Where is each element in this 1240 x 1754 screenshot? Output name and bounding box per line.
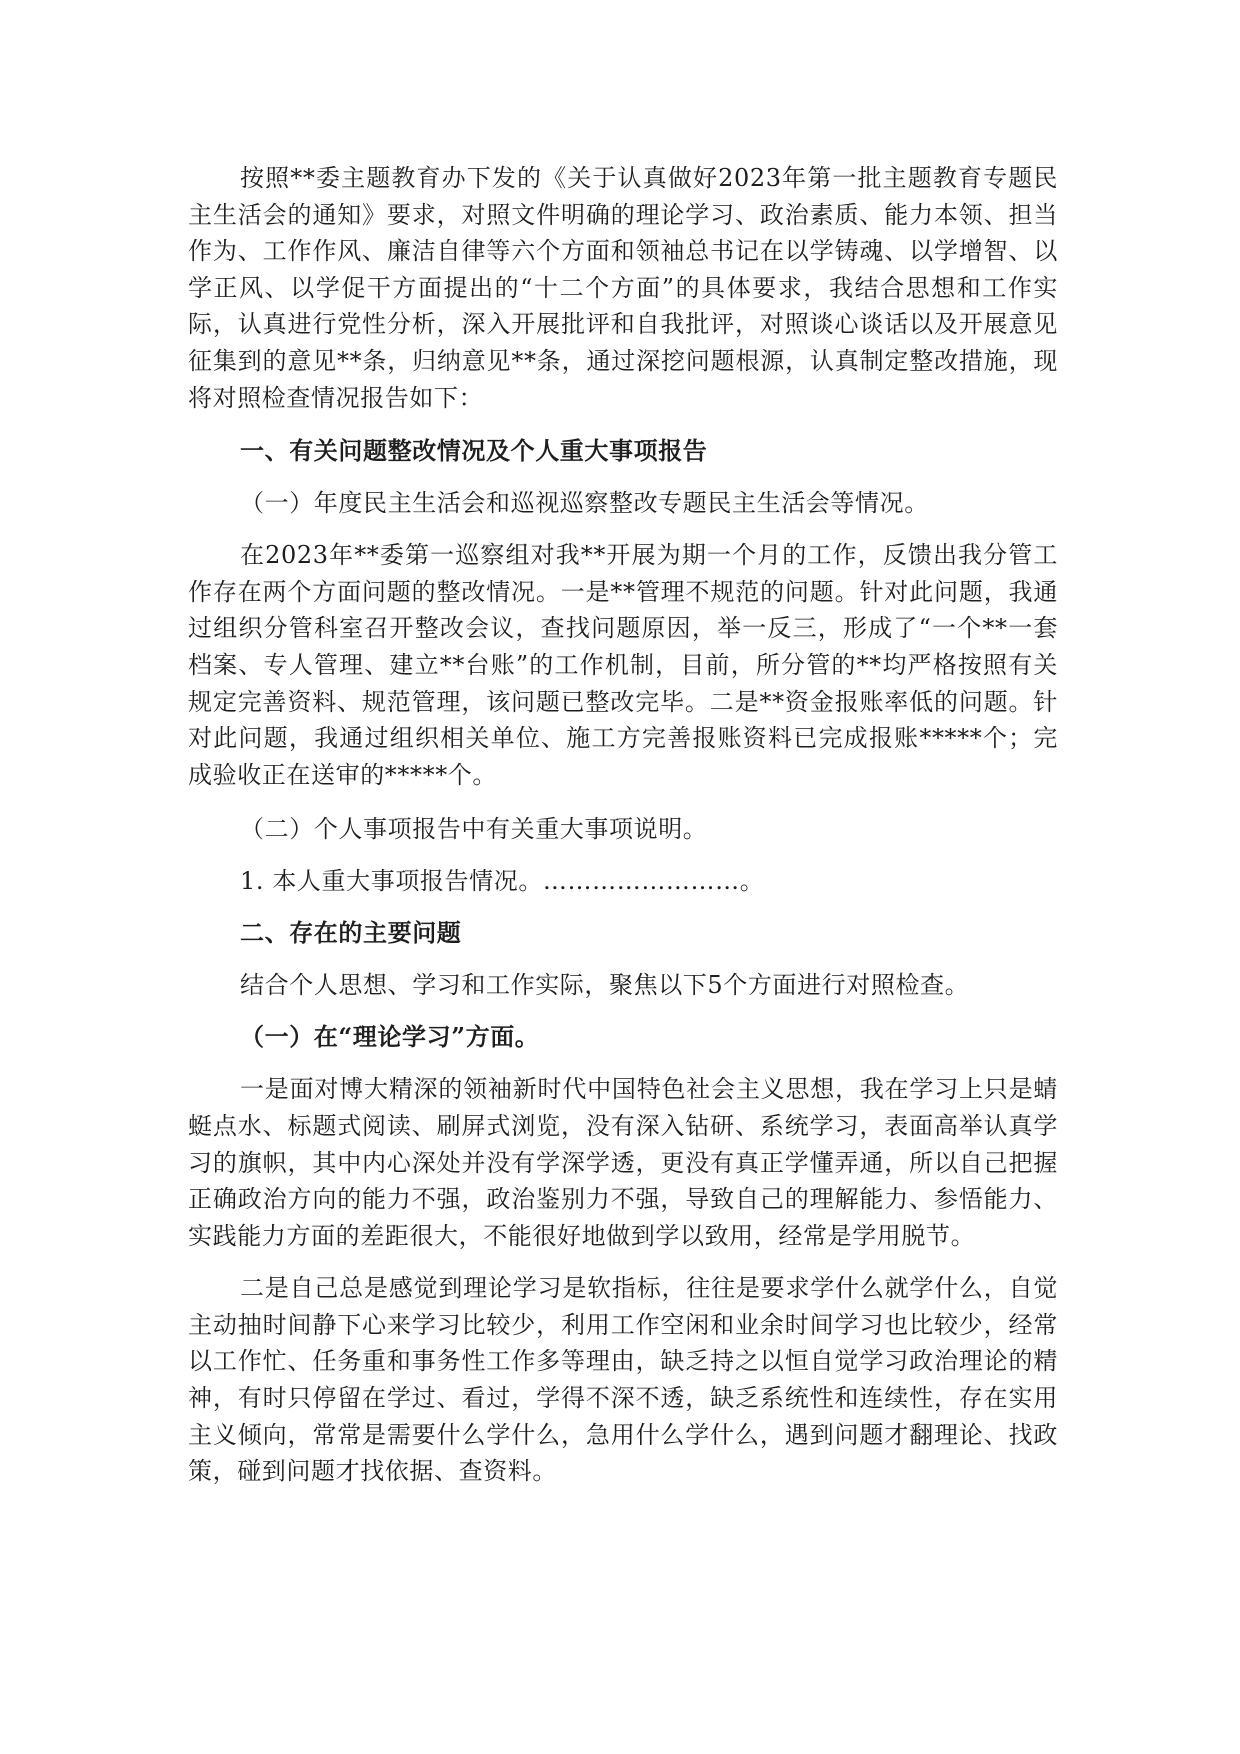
list-item-1: 1. 本人重大事项报告情况。……………………。 [240,867,765,896]
subsection-paragraph-2-1-1: 一是面对博大精深的领袖新时代中国特色社会主义思想，我在学习上只是蜻蜓点水、标题式阅读、刷屏式浏览，没有深入钻研、系统学习，表面高举认真学习的旗帜，其中内心深处并没有学深学透，更没有真正学懂弄通，所以自己把握正确政治方向的能力不强，政治鉴别力不强，导致自己的理解能力、参悟能力、实践能力方面的差距很大，不能很好地做到学以致用，经常是学用脱节。 [188,1075,1058,1250]
section-heading-2: 二、存在的主要问题 [240,918,462,948]
subsection-paragraph-2-1-2: 二是自己总是感觉到理论学习是软指标，往往是要求学什么就学什么，自觉主动抽时间静下心来学习比较少，利用工作空闲和业余时间学习也比较少，经常以工作忙、任务重和事务性工作多等理由，缺乏持之以恒自觉学习政治理论的精神，有时只停留在学过、看过，学得不深不透，缺乏系统性和连续性，存在实用主义倾向，常常是需要什么学什么，急用什么学什么，遇到问题才翻理论、找政策，碰到问题才找依据、查资料。 [188,1274,1058,1486]
subsection-heading-1-2: （二）个人事项报告中有关重大事项说明。 [240,815,708,844]
subsection-heading-1-1: （一）年度民主生活会和巡视巡察整改专题民主生活会等情况。 [240,489,929,518]
subsection-body-1-1: 在2023年**委第一巡察组对我**开展为期一个月的工作，反馈出我分管工作存在两个方面问题的整改情况。一是**管理不规范的问题。针对此问题，我通过组织分管科室召开整改会议，查找问题原因，举一反三，形成了“一个**一套档案、专人管理、建立**台账”的工作机制，目前，所分管的**均严格按照有关规定完善资料、规范管理，该问题已整改完毕。二是**资金报账率低的问题。针对此问题，我通过组织相关单位、施工方完善报账资料已完成报账*****个；完成验收正在送审的*****个。 [188,541,1058,789]
document-body [188,160,1058,1490]
subsection-heading-2-1: （一）在“理论学习”方面。 [240,1022,540,1052]
section-heading-1: 一、有关问题整改情况及个人重大事项报告 [240,436,708,466]
section-intro-2: 结合个人思想、学习和工作实际，聚焦以下5个方面进行对照检查。 [240,971,970,1000]
intro-paragraph: 按照**委主题教育办下发的《关于认真做好2023年第一批主题教育专题民主生活会的通知》要求，对照文件明确的理论学习、政治素质、能力本领、担当作为、工作作风、廉洁自律等六个方面和领袖总书记在以学铸魂、以学增智、以学正风、以学促干方面提出的“十二个方面”的具体要求，我结合思想和工作实际，认真进行党性分析，深入开展批评和自我批评，对照谈心谈话以及开展意见征集到的意见**条，归纳意见**条，通过深挖问题根源，认真制定整改措施，现将对照检查情况报告如下： [188,164,1058,412]
